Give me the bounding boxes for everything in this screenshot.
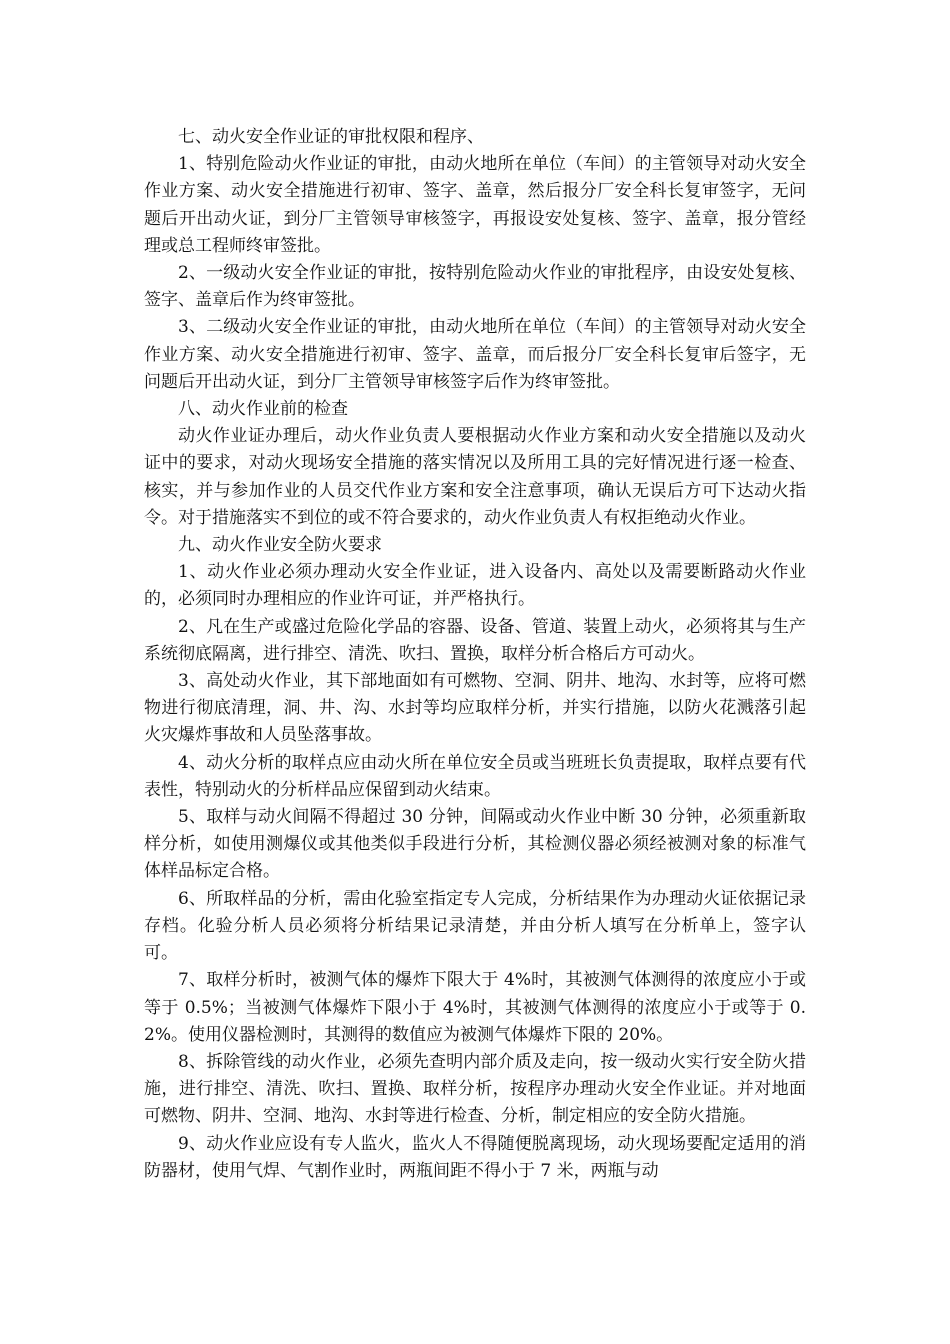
section-heading-7: 七、动火安全作业证的审批权限和程序、 xyxy=(178,127,484,147)
paragraph-9-7: 7、取样分析时，被测气体的爆炸下限大于 4%时，其被测气体测得的浓度应小于或等于 0.5%；当被测气体爆炸下限小于 4%时，其被测气体测得的浓度应小于或等于 0.2%。使用仪器检测时，其测得的数值应为被测气体爆炸下限的 20%。 xyxy=(144,970,806,1045)
paragraph-9-3: 3、高处动火作业，其下部地面如有可燃物、空洞、阴井、地沟、水封等，应将可燃物进行彻底清理，洞、井、沟、水封等均应取样分析，并实行措施，以防火花溅落引起火灾爆炸事故和人员坠落事故。 xyxy=(144,671,806,746)
paragraph-8-body: 动火作业证办理后，动火作业负责人要根据动火作业方案和动火安全措施以及动火证中的要求，对动火现场安全措施的落实情况以及所用工具的完好情况进行逐一检查、核实，并与参加作业的人员交代作业方案和安全注意事项，确认无误后方可下达动火指令。对于措施落实不到位的或不符合要求的，动火作业负责人有权拒绝动火作业。 xyxy=(144,426,806,528)
paragraph-9-9: 9、动火作业应设有专人监火，监火人不得随便脱离现场，动火现场要配定适用的消防器材，使用气焊、气割作业时，两瓶间距不得小于 7 米，两瓶与动 xyxy=(144,1133,806,1181)
paragraph-7-3: 3、二级动火安全作业证的审批，由动火地所在单位（车间）的主管领导对动火安全作业方案、动火安全措施进行初审、签字、盖章，而后报分厂安全科长复审后签字，无问题后开出动火证，到分厂主管领导审核签字后作为终审签批。 xyxy=(144,317,806,392)
paragraph-9-6: 6、所取样品的分析，需由化验室指定专人完成，分析结果作为办理动火证依据记录存档。化验分析人员必须将分析结果记录清楚，并由分析人填写在分析单上，签字认可。 xyxy=(144,888,806,964)
paragraph-7-1: 1、特别危险动火作业证的审批，由动火地所在单位（车间）的主管领导对动火安全作业方案、动火安全措施进行初审、签字、盖章，然后报分厂安全科长复审签字，无问题后开出动火证，到分厂主管领导审核签字，再报设安处复核、签字、盖章，报分管经理或总工程师终审签批。 xyxy=(144,154,806,256)
paragraph-9-2: 2、凡在生产或盛过危险化学品的容器、设备、管道、装置上动火，必须将其与生产系统彻底隔离，进行排空、清洗、吹扫、置换，取样分析合格后方可动火。 xyxy=(144,616,806,664)
section-heading-8: 八、动火作业前的检查 xyxy=(178,399,348,420)
paragraph-9-8: 8、拆除管线的动火作业，必须先查明内部介质及走向，按一级动火实行安全防火措施，进行排空、清洗、吹扫、置换、取样分析，按程序办理动火安全作业证。并对地面可燃物、阴井、空洞、地沟、水封等进行检查、分析，制定相应的安全防火措施。 xyxy=(144,1051,806,1127)
document-body xyxy=(144,124,806,1185)
section-heading-9: 九、动火作业安全防火要求 xyxy=(178,535,382,556)
paragraph-9-5: 5、取样与动火间隔不得超过 30 分钟，间隔或动火作业中断 30 分钟，必须重新取样分析，如使用测爆仪或其他类似手段进行分析，其检测仪器必须经被测对象的标准气体样品标定合格。 xyxy=(144,807,806,882)
paragraph-7-2: 2、一级动火安全作业证的审批，按特别危险动火作业的审批程序，由设安处复核、签字、盖章后作为终审签批。 xyxy=(144,263,806,311)
paragraph-9-4: 4、动火分析的取样点应由动火所在单位安全员或当班班长负责提取，取样点要有代表性，特别动火的分析样品应保留到动火结束。 xyxy=(144,752,806,800)
paragraph-9-1: 1、动火作业必须办理动火安全作业证，进入设备内、高处以及需要断路动火作业的，必须同时办理相应的作业许可证，并严格执行。 xyxy=(144,562,806,610)
